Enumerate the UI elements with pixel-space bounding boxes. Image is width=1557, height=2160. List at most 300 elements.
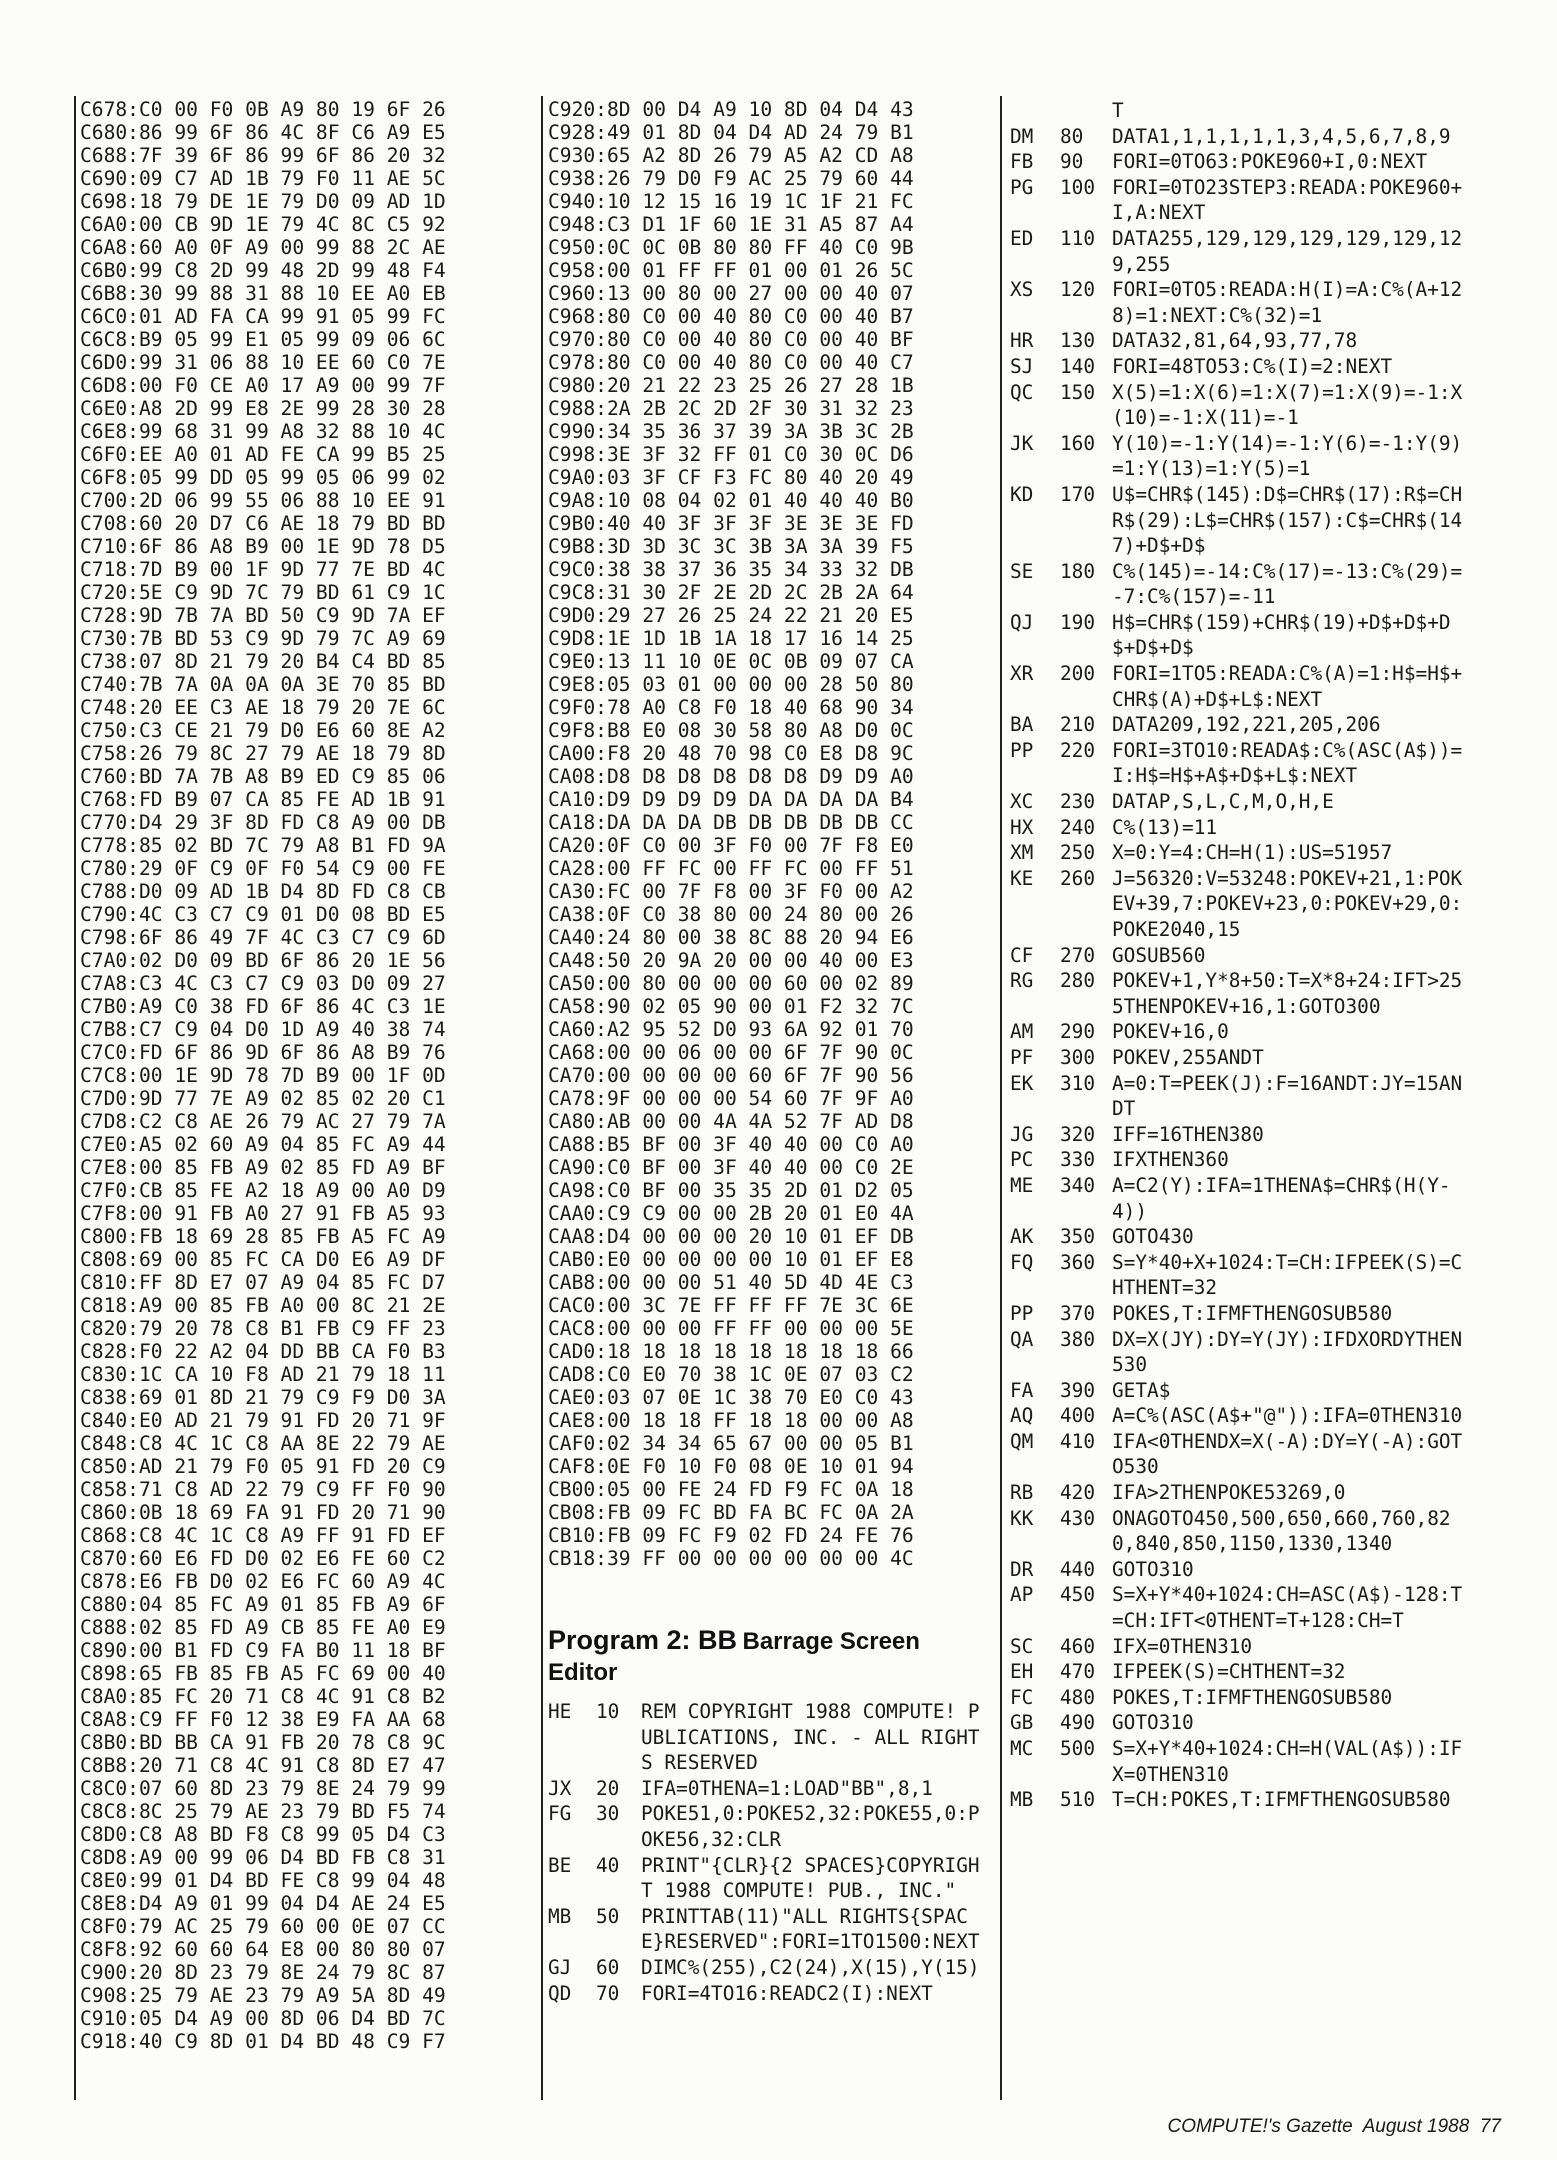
basic-line bbox=[1010, 1787, 1490, 1813]
basic-statement: POKES,T:IFMFTHENGOSUB580 bbox=[1112, 1685, 1393, 1709]
basic-line bbox=[1010, 866, 1490, 943]
hex-line: CAB0:E0 00 00 00 00 10 01 EF E8 bbox=[548, 1248, 914, 1271]
basic-statement: POKES,T:IFMFTHENGOSUB580 bbox=[1112, 1301, 1393, 1325]
checksum-code: GB bbox=[1010, 1711, 1034, 1735]
basic-statement: C%(13)=11 bbox=[1112, 815, 1218, 839]
hex-line: C828:F0 22 A2 04 DD BB CA F0 B3 bbox=[80, 1340, 446, 1363]
hex-line: CA30:FC 00 7F F8 00 3F F0 00 A2 bbox=[548, 880, 914, 903]
basic-statement: REM COPYRIGHT 1988 COMPUTE! PUBLICATIONS, INC. - ALL RIGHTS RESERVED bbox=[641, 1700, 980, 1775]
hex-line: C8B8:20 71 C8 4C 91 C8 8D E7 47 bbox=[80, 1754, 446, 1777]
checksum-code: SC bbox=[1010, 1634, 1034, 1658]
basic-line bbox=[1010, 124, 1490, 150]
hex-line: C6E0:A8 2D 99 E8 2E 99 28 30 28 bbox=[80, 397, 446, 420]
hex-line: C908:25 79 AE 23 79 A9 5A 8D 49 bbox=[80, 1984, 446, 2007]
checksum-code: PP bbox=[1010, 1301, 1034, 1325]
hex-line: C7C0:FD 6F 86 9D 6F 86 A8 B9 76 bbox=[80, 1041, 446, 1064]
hex-line: CA80:AB 00 00 4A 4A 52 7F AD D8 bbox=[548, 1110, 914, 1133]
checksum-code: EK bbox=[1010, 1071, 1034, 1095]
hex-line: C8F8:92 60 60 64 E8 00 80 80 07 bbox=[80, 1938, 446, 1961]
hex-column-1 bbox=[80, 98, 535, 2053]
hex-line: CA70:00 00 00 00 60 6F 7F 90 56 bbox=[548, 1064, 914, 1087]
hex-line: C8A8:C9 FF F0 12 38 E9 FA AA 68 bbox=[80, 1708, 446, 1731]
basic-line bbox=[1010, 1173, 1490, 1224]
hex-line: C680:86 99 6F 86 4C 8F C6 A9 E5 bbox=[80, 121, 446, 144]
hex-line: C938:26 79 D0 F9 AC 25 79 60 44 bbox=[548, 167, 914, 190]
hex-line: C778:85 02 BD 7C 79 A8 B1 FD 9A bbox=[80, 834, 446, 857]
line-number: 280 bbox=[1060, 969, 1096, 993]
hex-line: C698:18 79 DE 1E 79 D0 09 AD 1D bbox=[80, 190, 446, 213]
line-number: 250 bbox=[1060, 841, 1096, 865]
hex-line: C8F0:79 AC 25 79 60 00 0E 07 CC bbox=[80, 1915, 446, 1938]
basic-line bbox=[548, 1853, 985, 1904]
hex-line: C688:7F 39 6F 86 99 6F 86 20 32 bbox=[80, 144, 446, 167]
basic-statement: DATA209,192,221,205,206 bbox=[1112, 713, 1381, 737]
basic-line bbox=[548, 1904, 985, 1955]
checksum-code: BA bbox=[1010, 713, 1034, 737]
hex-line: C9A8:10 08 04 02 01 40 40 40 B0 bbox=[548, 489, 914, 512]
checksum-code: HR bbox=[1010, 329, 1034, 353]
hex-line: C690:09 C7 AD 1B 79 F0 11 AE 5C bbox=[80, 167, 446, 190]
hex-line: C800:FB 18 69 28 85 FB A5 FC A9 bbox=[80, 1225, 446, 1248]
checksum-code: MC bbox=[1010, 1737, 1034, 1760]
page-number: 77 bbox=[1479, 2116, 1501, 2137]
basic-line bbox=[1010, 1582, 1490, 1633]
basic-statement: IFA=0THENA=1:LOAD"BB",8,1 bbox=[641, 1776, 933, 1800]
hex-line: C6E8:99 68 31 99 A8 32 88 10 4C bbox=[80, 420, 446, 443]
hex-line: C9B0:40 40 3F 3F 3F 3E 3E 3E FD bbox=[548, 512, 914, 535]
basic-line bbox=[1010, 1147, 1490, 1173]
hex-line: C8D8:A9 00 99 06 D4 BD FB C8 31 bbox=[80, 1846, 446, 1869]
hex-line: C6A0:00 CB 9D 1E 79 4C 8C C5 92 bbox=[80, 213, 446, 236]
checksum-code: BE bbox=[548, 1853, 572, 1877]
basic-statement: T=CH:POKES,T:IFMFTHENGOSUB580 bbox=[1112, 1788, 1451, 1812]
basic-line bbox=[1010, 661, 1490, 712]
checksum-code: DM bbox=[1010, 124, 1034, 148]
hex-line: C678:C0 00 F0 0B A9 80 19 6F 26 bbox=[80, 98, 446, 121]
basic-statement: FORI=0TO5:READA:H(I)=A:C%(A+128)=1:NEXT:C%(32)=1 bbox=[1112, 278, 1463, 327]
line-number: 180 bbox=[1060, 559, 1096, 583]
checksum-code: QJ bbox=[1010, 610, 1034, 634]
basic-line bbox=[1010, 712, 1490, 738]
hex-line: CAD8:C0 E0 70 38 1C 0E 07 03 C2 bbox=[548, 1363, 914, 1386]
basic-statement: POKEV+1,Y*8+50:T=X*8+24:IFT>255THENPOKEV+16,1:GOTO300 bbox=[1112, 969, 1463, 1018]
basic-line bbox=[1010, 277, 1490, 328]
basic-line bbox=[1010, 226, 1490, 277]
basic-line bbox=[548, 1981, 985, 2007]
line-number: 90 bbox=[1060, 150, 1084, 174]
line-number: 380 bbox=[1060, 1327, 1096, 1351]
basic-statement: DIMC%(255),C2(24),X(15),Y(15) bbox=[641, 1955, 980, 1979]
basic-statement: GOTO430 bbox=[1112, 1225, 1194, 1249]
hex-line: C9F8:B8 E0 08 30 58 80 A8 D0 0C bbox=[548, 719, 914, 742]
checksum-code: QA bbox=[1010, 1327, 1034, 1351]
checksum-code: PF bbox=[1010, 1045, 1034, 1069]
hex-line: C898:65 FB 85 FB A5 FC 69 00 40 bbox=[80, 1662, 446, 1685]
checksum-code: AQ bbox=[1010, 1404, 1034, 1428]
basic-line bbox=[1010, 840, 1490, 866]
line-number: 410 bbox=[1060, 1429, 1096, 1453]
magazine-name: COMPUTE!'s Gazette bbox=[1167, 2116, 1353, 2137]
basic-statement: FORI=4TO16:READC2(I):NEXT bbox=[641, 1981, 933, 2005]
hex-line: C940:10 12 15 16 19 1C 1F 21 FC bbox=[548, 190, 914, 213]
basic-listing-continued bbox=[1010, 98, 1490, 1813]
checksum-code: JX bbox=[548, 1776, 572, 1800]
line-number: 320 bbox=[1060, 1122, 1096, 1146]
hex-line: C9D8:1E 1D 1B 1A 18 17 16 14 25 bbox=[548, 627, 914, 650]
basic-statement: IFX=0THEN310 bbox=[1112, 1634, 1253, 1658]
basic-line bbox=[1010, 1045, 1490, 1071]
basic-line bbox=[1010, 1301, 1490, 1327]
basic-statement: DATA1,1,1,1,1,1,3,4,5,6,7,8,9 bbox=[1112, 124, 1451, 148]
basic-statement: DATAP,S,L,C,M,O,H,E bbox=[1112, 790, 1334, 814]
line-number: 500 bbox=[1060, 1737, 1096, 1760]
basic-statement: POKEV,255ANDT bbox=[1112, 1045, 1264, 1069]
line-number: 20 bbox=[596, 1776, 620, 1800]
hex-line: C950:0C 0C 0B 80 80 FF 40 C0 9B bbox=[548, 236, 914, 259]
basic-statement: GOTO310 bbox=[1112, 1711, 1194, 1735]
hex-line: C710:6F 86 A8 B9 00 1E 9D 78 D5 bbox=[80, 535, 446, 558]
program-2-title: Program 2: BB bbox=[548, 1625, 738, 1655]
basic-line bbox=[1010, 175, 1490, 226]
hex-line: C7B0:A9 C0 38 FD 6F 86 4C C3 1E bbox=[80, 995, 446, 1018]
hex-line: CB10:FB 09 FC F9 02 FD 24 FE 76 bbox=[548, 1524, 914, 1547]
line-number: 400 bbox=[1060, 1404, 1096, 1428]
hex-line: C9B8:3D 3D 3C 3C 3B 3A 3A 39 F5 bbox=[548, 535, 914, 558]
basic-statement: FORI=48TO53:C%(I)=2:NEXT bbox=[1112, 354, 1393, 378]
basic-statement: X(5)=1:X(6)=1:X(7)=1:X(9)=-1:X(10)=-1:X(11)=-1 bbox=[1112, 380, 1463, 430]
line-number: 210 bbox=[1060, 713, 1096, 737]
basic-statement: PRINTTAB(11)"ALL RIGHTS{SPACE}RESERVED":FORI=1TO1500:NEXT bbox=[641, 1904, 980, 1954]
line-number: 60 bbox=[596, 1955, 620, 1979]
basic-line bbox=[1010, 482, 1490, 559]
hex-line: C9C8:31 30 2F 2E 2D 2C 2B 2A 64 bbox=[548, 581, 914, 604]
checksum-code: XC bbox=[1010, 790, 1034, 814]
hex-line: C848:C8 4C 1C C8 AA 8E 22 79 AE bbox=[80, 1432, 446, 1455]
line-number: 340 bbox=[1060, 1173, 1096, 1197]
hex-line: C818:A9 00 85 FB A0 00 8C 21 2E bbox=[80, 1294, 446, 1317]
line-number: 240 bbox=[1060, 815, 1096, 839]
hex-line: C8C8:8C 25 79 AE 23 79 BD F5 74 bbox=[80, 1800, 446, 1823]
line-number: 190 bbox=[1060, 610, 1096, 634]
line-number: 420 bbox=[1060, 1481, 1096, 1505]
hex-line: C830:1C CA 10 F8 AD 21 79 18 11 bbox=[80, 1363, 446, 1386]
basic-line bbox=[1010, 1327, 1490, 1378]
hex-line: C768:FD B9 07 CA 85 FE AD 1B 91 bbox=[80, 788, 446, 811]
line-number: 30 bbox=[596, 1802, 620, 1826]
basic-line bbox=[1010, 1122, 1490, 1148]
hex-line: CA28:00 FF FC 00 FF FC 00 FF 51 bbox=[548, 857, 914, 880]
basic-statement: GOSUB560 bbox=[1112, 943, 1206, 967]
hex-line: C878:E6 FB D0 02 E6 FC 60 A9 4C bbox=[80, 1570, 446, 1593]
hex-line: C948:C3 D1 1F 60 1E 31 A5 87 A4 bbox=[548, 213, 914, 236]
hex-line: C928:49 01 8D 04 D4 AD 24 79 B1 bbox=[548, 121, 914, 144]
basic-line bbox=[1010, 610, 1490, 661]
hex-line: C888:02 85 FD A9 CB 85 FE A0 E9 bbox=[80, 1616, 446, 1639]
hex-line: C718:7D B9 00 1F 9D 77 7E BD 4C bbox=[80, 558, 446, 581]
checksum-code: KD bbox=[1010, 482, 1034, 506]
hex-line: C850:AD 21 79 F0 05 91 FD 20 C9 bbox=[80, 1455, 446, 1478]
hex-line: C9C0:38 38 37 36 35 34 33 32 DB bbox=[548, 558, 914, 581]
line-number: 460 bbox=[1060, 1634, 1096, 1658]
checksum-code: KE bbox=[1010, 866, 1034, 890]
basic-line bbox=[1010, 1250, 1490, 1301]
checksum-code: HE bbox=[548, 1700, 572, 1723]
checksum-code: FC bbox=[1010, 1685, 1034, 1709]
basic-line bbox=[1010, 559, 1490, 610]
basic-line bbox=[548, 1699, 985, 1776]
checksum-code: SJ bbox=[1010, 354, 1034, 378]
left-rule bbox=[74, 96, 76, 2100]
hex-line: CA00:F8 20 48 70 98 C0 E8 D8 9C bbox=[548, 742, 914, 765]
basic-statement: U$=CHR$(145):D$=CHR$(17):R$=CHR$(29):L$=CHR$(157):C$=CHR$(147)+D$+D$ bbox=[1112, 482, 1463, 558]
hex-line: C738:07 8D 21 79 20 B4 C4 BD 85 bbox=[80, 650, 446, 673]
basic-line bbox=[1010, 1403, 1490, 1429]
basic-statement: A=C2(Y):IFA=1THENA$=CHR$(H(Y-4)) bbox=[1112, 1173, 1451, 1223]
hex-line: C880:04 85 FC A9 01 85 FB A9 6F bbox=[80, 1593, 446, 1616]
hex-line: C9F0:78 A0 C8 F0 18 40 68 90 34 bbox=[548, 696, 914, 719]
line-number: 450 bbox=[1060, 1583, 1096, 1607]
basic-statement: IFA<0THENDX=X(-A):DY=Y(-A):GOTO530 bbox=[1112, 1429, 1463, 1479]
hex-line: CA10:D9 D9 D9 D9 DA DA DA DA B4 bbox=[548, 788, 914, 811]
line-number: 270 bbox=[1060, 943, 1096, 967]
basic-line bbox=[1010, 354, 1490, 380]
basic-line bbox=[1010, 1480, 1490, 1506]
hex-line: CB00:05 00 FE 24 FD F9 FC 0A 18 bbox=[548, 1478, 914, 1501]
basic-line bbox=[548, 1955, 985, 1981]
basic-statement: S=X+Y*40+1024:CH=ASC(A$)-128:T=CH:IFT<0THENT=T+128:CH=T bbox=[1112, 1583, 1463, 1633]
hex-listing-2 bbox=[548, 98, 985, 1570]
hex-line: C720:5E C9 9D 7C 79 BD 61 C9 1C bbox=[80, 581, 446, 604]
hex-line: C8A0:85 FC 20 71 C8 4C 91 C8 B2 bbox=[80, 1685, 446, 1708]
checksum-code: QC bbox=[1010, 380, 1034, 404]
basic-line bbox=[1010, 1071, 1490, 1122]
checksum-code: AP bbox=[1010, 1583, 1034, 1607]
hex-line: C7C8:00 1E 9D 78 7D B9 00 1F 0D bbox=[80, 1064, 446, 1087]
hex-line: CAA8:D4 00 00 00 20 10 01 EF DB bbox=[548, 1225, 914, 1248]
basic-line bbox=[1010, 738, 1490, 789]
basic-line bbox=[1010, 815, 1490, 841]
hex-line: C8C0:07 60 8D 23 79 8E 24 79 99 bbox=[80, 1777, 446, 1800]
hex-line: C798:6F 86 49 7F 4C C3 C7 C9 6D bbox=[80, 926, 446, 949]
basic-statement: FORI=0TO23STEP3:READA:POKE960+I,A:NEXT bbox=[1112, 175, 1463, 225]
basic-line bbox=[1010, 789, 1490, 815]
hex-line: C7F8:00 91 FB A0 27 91 FB A5 93 bbox=[80, 1202, 446, 1225]
issue-date: August 1988 bbox=[1362, 2116, 1470, 2137]
hex-line: C728:9D 7B 7A BD 50 C9 9D 7A EF bbox=[80, 604, 446, 627]
line-number: 130 bbox=[1060, 329, 1096, 353]
basic-line bbox=[1010, 1506, 1490, 1557]
basic-statement: IFA>2THENPOKE53269,0 bbox=[1112, 1481, 1346, 1505]
checksum-code: FA bbox=[1010, 1378, 1034, 1402]
checksum-code: EH bbox=[1010, 1660, 1034, 1684]
line-number: 310 bbox=[1060, 1071, 1096, 1095]
hex-line: C7D0:9D 77 7E A9 02 85 02 20 C1 bbox=[80, 1087, 446, 1110]
basic-line bbox=[1010, 1659, 1490, 1685]
hex-line: C790:4C C3 C7 C9 01 D0 08 BD E5 bbox=[80, 903, 446, 926]
basic-listing-column bbox=[1010, 98, 1490, 1813]
basic-statement: H$=CHR$(159)+CHR$(19)+D$+D$+D$+D$+D$ bbox=[1112, 610, 1451, 660]
basic-line bbox=[1010, 943, 1490, 969]
hex-line: C788:D0 09 AD 1B D4 8D FD C8 CB bbox=[80, 880, 446, 903]
hex-line: CB08:FB 09 FC BD FA BC FC 0A 2A bbox=[548, 1501, 914, 1524]
hex-line: CAC8:00 00 00 FF FF 00 00 00 5E bbox=[548, 1317, 914, 1340]
checksum-code: QM bbox=[1010, 1429, 1034, 1453]
hex-line: C968:80 C0 00 40 80 C0 00 40 B7 bbox=[548, 305, 914, 328]
hex-line: C7F0:CB 85 FE A2 18 A9 00 A0 D9 bbox=[80, 1179, 446, 1202]
hex-line: C7A0:02 D0 09 BD 6F 86 20 1E 56 bbox=[80, 949, 446, 972]
basic-statement: GETA$ bbox=[1112, 1378, 1171, 1402]
basic-statement: X=0:Y=4:CH=H(1):US=51957 bbox=[1112, 841, 1393, 865]
checksum-code: XM bbox=[1010, 841, 1034, 865]
line-number: 370 bbox=[1060, 1301, 1096, 1325]
basic-line bbox=[548, 1776, 985, 1802]
checksum-code: PG bbox=[1010, 175, 1034, 199]
hex-line: C6F0:EE A0 01 AD FE CA 99 B5 25 bbox=[80, 443, 446, 466]
line-number: 360 bbox=[1060, 1250, 1096, 1274]
line-number: 260 bbox=[1060, 866, 1096, 890]
basic-statement: POKEV+16,0 bbox=[1112, 1020, 1229, 1044]
basic-line bbox=[1010, 1710, 1490, 1736]
checksum-code: KK bbox=[1010, 1506, 1034, 1530]
hex-line: C890:00 B1 FD C9 FA B0 11 18 BF bbox=[80, 1639, 446, 1662]
hex-line: C6A8:60 A0 0F A9 00 99 88 2C AE bbox=[80, 236, 446, 259]
checksum-code: JK bbox=[1010, 431, 1034, 455]
basic-listing-start bbox=[548, 1699, 985, 2006]
hex-line: CAD0:18 18 18 18 18 18 18 18 66 bbox=[548, 1340, 914, 1363]
hex-line: CAE8:00 18 18 FF 18 18 00 00 A8 bbox=[548, 1409, 914, 1432]
checksum-code: RB bbox=[1010, 1481, 1034, 1505]
checksum-code: HX bbox=[1010, 815, 1034, 839]
hex-line: CA90:C0 BF 00 3F 40 40 00 C0 2E bbox=[548, 1156, 914, 1179]
basic-line bbox=[1010, 1634, 1490, 1660]
basic-statement: DATA32,81,64,93,77,78 bbox=[1112, 329, 1358, 353]
line-number: 470 bbox=[1060, 1660, 1096, 1684]
hex-line: C990:34 35 36 37 39 3A 3B 3C 2B bbox=[548, 420, 914, 443]
hex-line: C760:BD 7A 7B A8 B9 ED C9 85 06 bbox=[80, 765, 446, 788]
basic-statement: S=Y*40+X+1024:T=CH:IFPEEK(S)=CHTHENT=32 bbox=[1112, 1250, 1463, 1300]
hex-line: C978:80 C0 00 40 80 C0 00 40 C7 bbox=[548, 351, 914, 374]
basic-statement: S=X+Y*40+1024:CH=H(VAL(A$)):IFX=0THEN310 bbox=[1112, 1737, 1463, 1786]
basic-statement: IFPEEK(S)=CHTHENT=32 bbox=[1112, 1660, 1346, 1684]
hex-line: C870:60 E6 FD D0 02 E6 FE 60 C2 bbox=[80, 1547, 446, 1570]
hex-line: CA78:9F 00 00 00 54 60 7F 9F A0 bbox=[548, 1087, 914, 1110]
checksum-code: MB bbox=[1010, 1788, 1034, 1812]
basic-statement: POKE51,0:POKE52,32:POKE55,0:POKE56,32:CLR bbox=[641, 1802, 980, 1851]
hex-line: C7E8:00 85 FB A9 02 85 FD A9 BF bbox=[80, 1156, 446, 1179]
hex-line: CA20:0F C0 00 3F F0 00 7F F8 E0 bbox=[548, 834, 914, 857]
hex-line: C758:26 79 8C 27 79 AE 18 79 8D bbox=[80, 742, 446, 765]
hex-line: C740:7B 7A 0A 0A 0A 3E 70 85 BD bbox=[80, 673, 446, 696]
basic-statement: FORI=3TO10:READA$:C%(ASC(A$))=I:H$=H$+A$+D$+L$:NEXT bbox=[1112, 738, 1463, 788]
line-number: 330 bbox=[1060, 1148, 1096, 1172]
checksum-code: JG bbox=[1010, 1122, 1034, 1146]
hex-line: C700:2D 06 99 55 06 88 10 EE 91 bbox=[80, 489, 446, 512]
hex-line: CAA0:C9 C9 00 00 2B 20 01 E0 4A bbox=[548, 1202, 914, 1225]
hex-line: CA38:0F C0 38 80 00 24 80 00 26 bbox=[548, 903, 914, 926]
hex-line: CA68:00 00 06 00 00 6F 7F 90 0C bbox=[548, 1041, 914, 1064]
hex-line: C8B0:BD BB CA 91 FB 20 78 C8 9C bbox=[80, 1731, 446, 1754]
line-number: 10 bbox=[596, 1700, 620, 1723]
hex-line: C860:0B 18 69 FA 91 FD 20 71 90 bbox=[80, 1501, 446, 1524]
basic-line bbox=[1010, 328, 1490, 354]
checksum-code: FB bbox=[1010, 150, 1034, 174]
line-number: 100 bbox=[1060, 175, 1096, 199]
hex-line: C980:20 21 22 23 25 26 27 28 1B bbox=[548, 374, 914, 397]
hex-line: C998:3E 3F 32 FF 01 C0 30 0C D6 bbox=[548, 443, 914, 466]
basic-line bbox=[548, 1801, 985, 1852]
hex-line: CA08:D8 D8 D8 D8 D8 D8 D9 D9 A0 bbox=[548, 765, 914, 788]
hex-line: C6F8:05 99 DD 05 99 05 06 99 02 bbox=[80, 466, 446, 489]
hex-line: CA98:C0 BF 00 35 35 2D 01 D2 05 bbox=[548, 1179, 914, 1202]
hex-line: C910:05 D4 A9 00 8D 06 D4 BD 7C bbox=[80, 2007, 446, 2030]
hex-line: CB18:39 FF 00 00 00 00 00 00 4C bbox=[548, 1547, 914, 1570]
hex-line: CA18:DA DA DA DB DB DB DB DB CC bbox=[548, 811, 914, 834]
basic-line bbox=[1010, 1378, 1490, 1404]
checksum-code: ME bbox=[1010, 1173, 1034, 1197]
basic-line bbox=[1010, 1736, 1490, 1787]
line-number: 110 bbox=[1060, 226, 1096, 250]
hex-line: C8E0:99 01 D4 BD FE C8 99 04 48 bbox=[80, 1869, 446, 1892]
checksum-code: RG bbox=[1010, 969, 1034, 993]
basic-statement: GOTO310 bbox=[1112, 1557, 1194, 1581]
checksum-code: FQ bbox=[1010, 1250, 1034, 1274]
hex-line: C6D0:99 31 06 88 10 EE 60 C0 7E bbox=[80, 351, 446, 374]
basic-line bbox=[1010, 1557, 1490, 1583]
checksum-code: CF bbox=[1010, 943, 1034, 967]
basic-line bbox=[1010, 1685, 1490, 1711]
basic-line bbox=[1010, 968, 1490, 1019]
line-number: 70 bbox=[596, 1981, 620, 2005]
hex-line: C960:13 00 80 00 27 00 00 40 07 bbox=[548, 282, 914, 305]
line-number: 230 bbox=[1060, 790, 1096, 814]
hex-line: C7D8:C2 C8 AE 26 79 AC 27 79 7A bbox=[80, 1110, 446, 1133]
basic-statement: Y(10)=-1:Y(14)=-1:Y(6)=-1:Y(9)=1:Y(13)=1:Y(5)=1 bbox=[1112, 431, 1463, 481]
basic-statement: DATA255,129,129,129,129,129,129,255 bbox=[1112, 226, 1463, 276]
checksum-code: FG bbox=[548, 1802, 572, 1826]
line-number: 390 bbox=[1060, 1378, 1096, 1402]
hex-line: C780:29 0F C9 0F F0 54 C9 00 FE bbox=[80, 857, 446, 880]
hex-line: C6C8:B9 05 99 E1 05 99 09 06 6C bbox=[80, 328, 446, 351]
hex-line: C6B0:99 C8 2D 99 48 2D 99 48 F4 bbox=[80, 259, 446, 282]
hex-line: C9E0:13 11 10 0E 0C 0B 09 07 CA bbox=[548, 650, 914, 673]
checksum-code: ED bbox=[1010, 226, 1034, 250]
hex-line: C9D0:29 27 26 25 24 22 21 20 E5 bbox=[548, 604, 914, 627]
hex-line: C958:00 01 FF FF 01 00 01 26 5C bbox=[548, 259, 914, 282]
line-number: 200 bbox=[1060, 662, 1096, 686]
hex-line: C840:E0 AD 21 79 91 FD 20 71 9F bbox=[80, 1409, 446, 1432]
checksum-code: MB bbox=[548, 1904, 572, 1928]
checksum-code: PP bbox=[1010, 738, 1034, 762]
checksum-code: PC bbox=[1010, 1148, 1034, 1172]
hex-line: C988:2A 2B 2C 2D 2F 30 31 32 23 bbox=[548, 397, 914, 420]
hex-line: C838:69 01 8D 21 79 C9 F9 D0 3A bbox=[80, 1386, 446, 1409]
basic-statement: PRINT"{CLR}{2 SPACES}COPYRIGHT 1988 COMPUTE! PUB., INC." bbox=[641, 1853, 980, 1903]
hex-line: C900:20 8D 23 79 8E 24 79 8C 87 bbox=[80, 1961, 446, 1984]
checksum-code: AK bbox=[1010, 1225, 1034, 1249]
line-number: 80 bbox=[1060, 124, 1084, 148]
line-number: 480 bbox=[1060, 1685, 1096, 1709]
line-number: 300 bbox=[1060, 1045, 1096, 1069]
basic-statement: A=0:T=PEEK(J):F=16ANDT:JY=15ANDT bbox=[1112, 1071, 1463, 1121]
basic-line bbox=[1010, 431, 1490, 482]
hex-line: CA88:B5 BF 00 3F 40 40 00 C0 A0 bbox=[548, 1133, 914, 1156]
line-number: 350 bbox=[1060, 1225, 1096, 1249]
hex-line: C930:65 A2 8D 26 79 A5 A2 CD A8 bbox=[548, 144, 914, 167]
hex-line: C9E8:05 03 01 00 00 00 28 50 80 bbox=[548, 673, 914, 696]
basic-statement: ONAGOTO450,500,650,660,760,820,840,850,1150,1330,1340 bbox=[1112, 1506, 1451, 1556]
continued-line-fragment: T bbox=[1112, 99, 1124, 122]
checksum-code: XS bbox=[1010, 278, 1034, 302]
